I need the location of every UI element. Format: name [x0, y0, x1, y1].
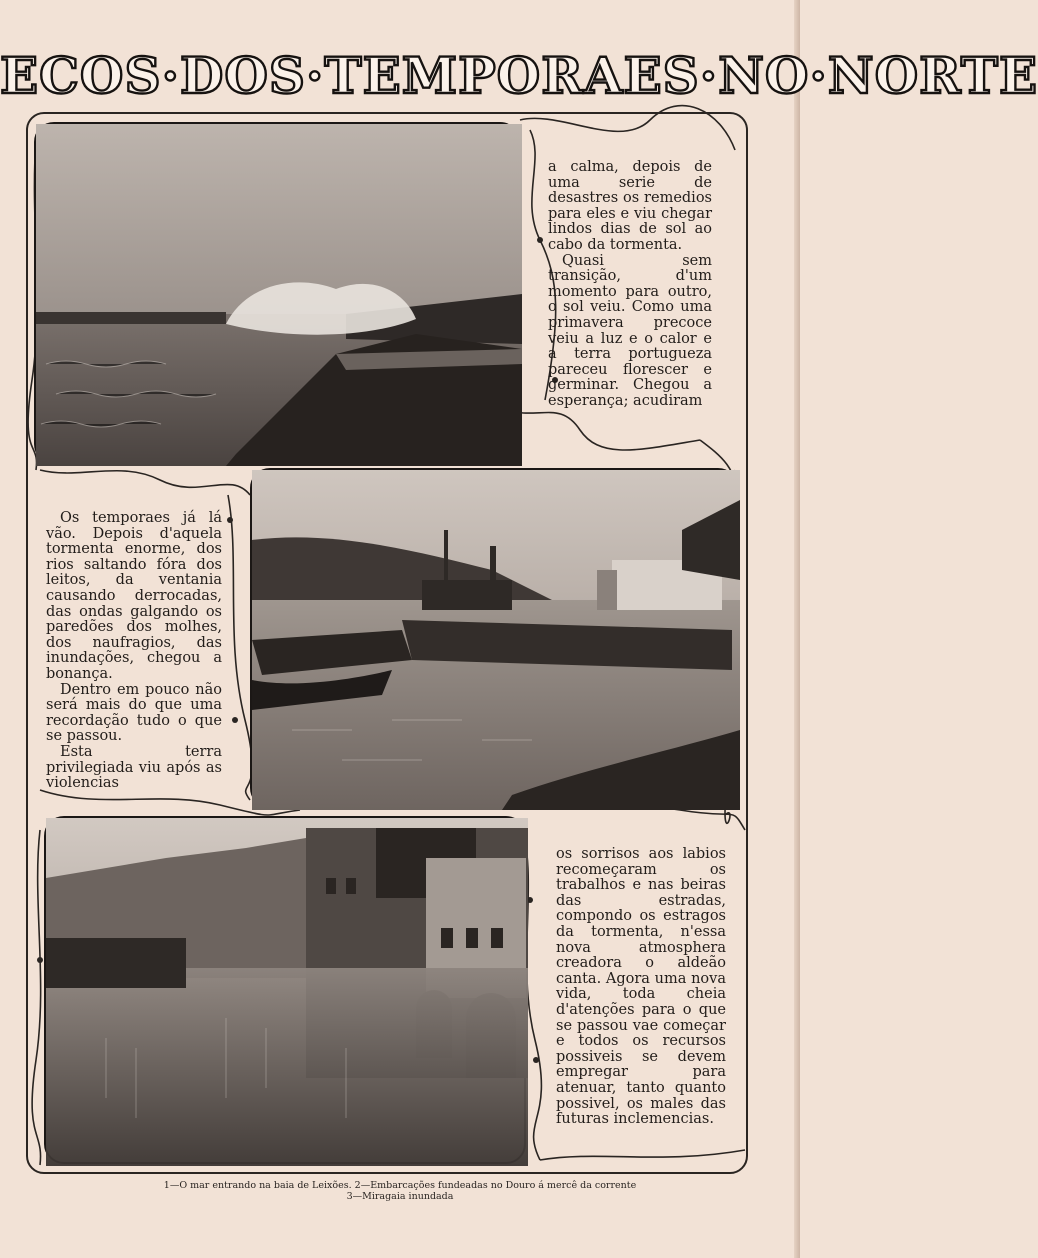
photo-leixoes [34, 122, 520, 464]
text-column-middle-left [46, 511, 222, 792]
caption-line-1: 1—O mar entrando na baia de Leixões. 2—Embarcações fundeadas no Douro á mercê da corrente [163, 1180, 637, 1191]
caption-line-2: 3—Miragaia inundada [346, 1191, 454, 1202]
text-column-bottom-right [556, 847, 726, 1128]
photo-douro [250, 468, 738, 808]
text-column-top-right [548, 160, 712, 410]
paragraph: os sorrisos aos labios recomeçaram os trabalhos e nas beiras das estradas, compondo os estragos da tormenta, n'essa nova atmosphera creadora o aldeão canta. Agora uma nova vida, toda cheia d'atenções para o que se passou vae começar e todos os recursos possiveis se devem empregar para atenuar, tanto quanto possivel, os males das futuras inclemencias. [556, 846, 726, 1128]
paragraph: a calma, depois de uma serie de desastres os remedios para eles e viu chegar lindos dias de sol ao cabo da tormenta. [548, 159, 712, 253]
photo-caption [0, 1180, 800, 1202]
paragraph: Dentro em pouco não será mais do que uma recordação tudo o que se passou. [46, 681, 222, 745]
paragraph: Os temporaes já lá vão. Depois d'aquela tormenta enorme, dos rios saltando fóra dos leitos, da ventania causando derrocadas, das ondas galgando os paredões dos molhes, dos naufragios, das inundações, chegou a bonança. [46, 510, 222, 682]
page-title: ECOS·DOS·TEMPORAES·NO·NORTE [0, 46, 1038, 105]
paragraph: Esta terra privilegiada viu após as violencias [46, 743, 222, 792]
paragraph: Quasi sem transição, d'um momento para outro, o sol veiu. Como uma primavera precoce veiu a luz e o calor e a terra portugueza pareceu florescer e germinar. Chegou a esperança; acudiram [548, 252, 712, 409]
photo-miragaia [44, 816, 526, 1164]
